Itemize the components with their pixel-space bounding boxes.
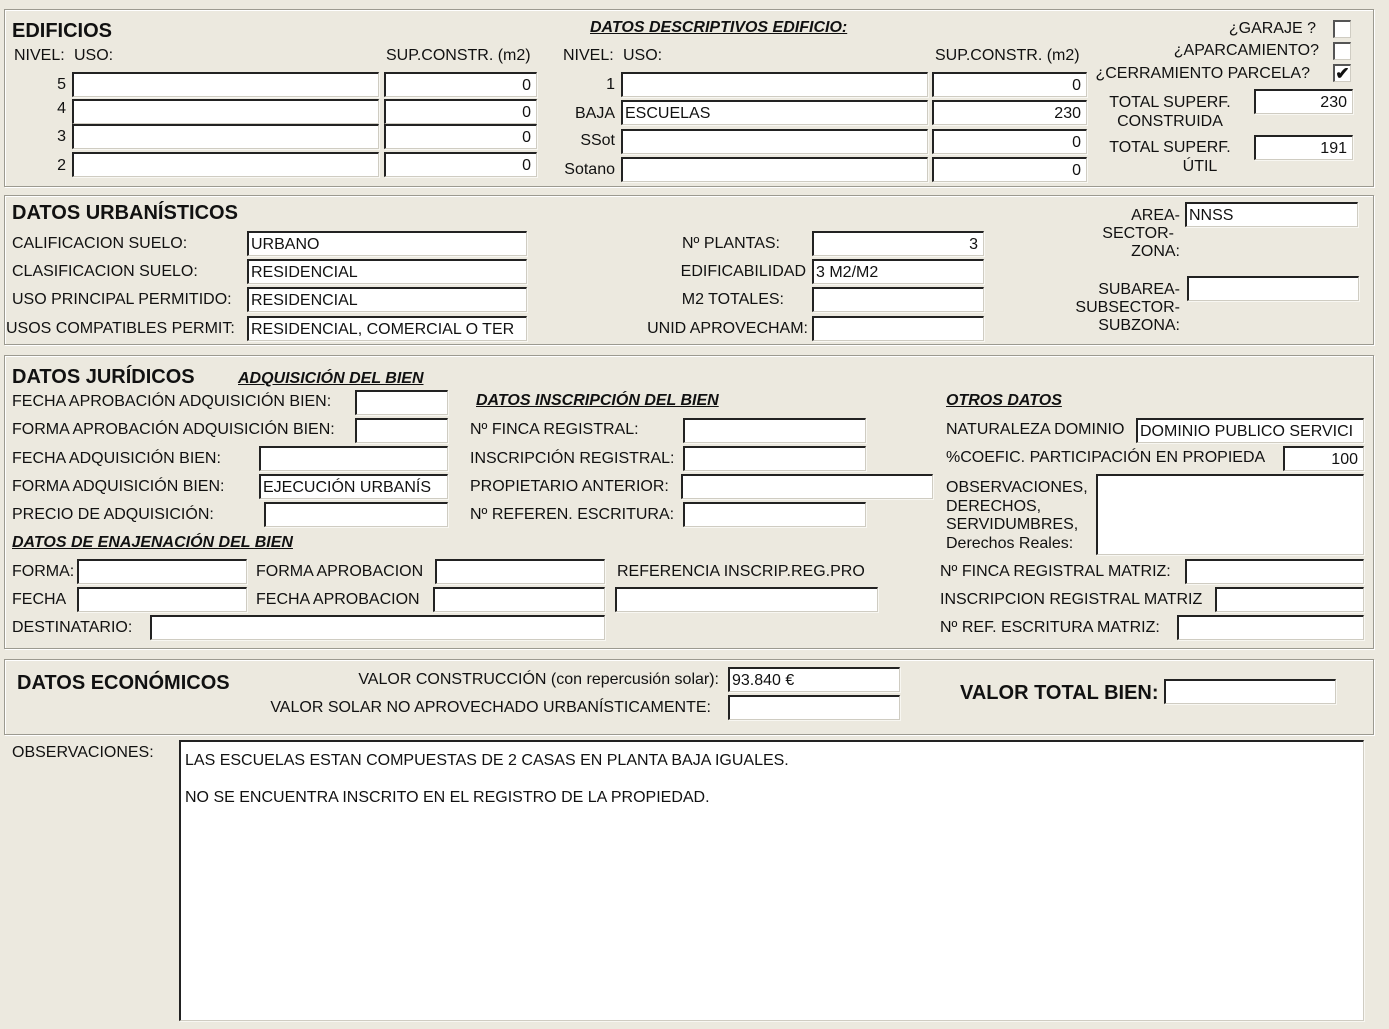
- nivel-label: 1: [606, 76, 615, 93]
- finca-matriz-label: Nº FINCA REGISTRAL MATRIZ:: [940, 563, 1171, 580]
- inscripcion-title: DATOS INSCRIPCIÓN DEL BIEN: [476, 392, 719, 409]
- fecha-aprobacion-label: FECHA APROBACION: [256, 591, 420, 608]
- finca-registral-label: Nº FINCA REGISTRAL:: [470, 421, 639, 438]
- sup-field[interactable]: 0: [384, 72, 537, 97]
- valor-construccion-field[interactable]: 93.840 €: [728, 667, 900, 692]
- fecha-aprobacion-field[interactable]: [433, 587, 605, 612]
- finca-matriz-field[interactable]: [1185, 559, 1364, 584]
- obs-derechos-label: [946, 479, 1088, 553]
- uso-field[interactable]: [72, 152, 379, 177]
- nivel-label: 3: [57, 128, 66, 145]
- valor-solar-field[interactable]: [728, 695, 900, 720]
- uso-field[interactable]: ESCUELAS: [621, 100, 928, 125]
- otros-datos-title: OTROS DATOS: [946, 392, 1062, 409]
- edificios-title: EDIFICIOS: [12, 20, 113, 42]
- forma-adq-field[interactable]: EJECUCIÓN URBANÍS: [259, 474, 448, 499]
- obs-derechos-field[interactable]: [1096, 474, 1364, 555]
- total-construida-label-l1: TOTAL SUPERF.: [1109, 94, 1231, 111]
- subarea-label-l3: SUBZONA:: [1098, 317, 1180, 334]
- enajenacion-title: DATOS DE ENAJENACIÓN DEL BIEN: [12, 534, 293, 551]
- urbanisticos-title: DATOS URBANÍSTICOS: [12, 202, 238, 224]
- precio-adq-field[interactable]: [264, 502, 448, 527]
- obs-derechos-label-l3: SERVIDUMBRES,: [946, 516, 1079, 533]
- obs-derechos-label-l2: DERECHOS,: [946, 497, 1042, 515]
- area-label-l1: AREA-: [1131, 207, 1180, 224]
- obs-derechos-label-l1: OBSERVACIONES,: [946, 479, 1088, 496]
- nivel-label: BAJA: [574, 105, 615, 122]
- forma-adq-label: FORMA ADQUISICIÓN BIEN:: [12, 478, 225, 495]
- total-util-label: [1100, 138, 1240, 176]
- inscripcion-matriz-label: INSCRIPCION REGISTRAL MATRIZ: [940, 591, 1203, 608]
- right-uso-header: USO:: [623, 47, 663, 64]
- total-construida-label-l2: CONSTRUIDA: [1117, 113, 1223, 130]
- left-nivel-header: NIVEL:: [14, 47, 65, 64]
- usos-compatibles-label: USOS COMPATIBLES PERMIT:: [6, 320, 235, 337]
- forma-aprobacion-label: FORMA APROBACION: [256, 563, 424, 580]
- right-nivel-header: NIVEL:: [563, 47, 614, 64]
- observaciones-textarea[interactable]: LAS ESCUELAS ESTAN COMPUESTAS DE 2 CASAS EN PLANTA BAJA IGUALES. NO SE ENCUENTRA INSCRITO EN EL REGISTRO DE LA PROPIEDAD.: [179, 740, 1364, 1021]
- uso-field[interactable]: [621, 129, 928, 154]
- referencia-label: REFERENCIA INSCRIP.REG.PRO: [617, 563, 865, 580]
- usos-compatibles-field[interactable]: RESIDENCIAL, COMERCIAL O TER: [247, 316, 527, 341]
- fecha-label: FECHA: [12, 591, 67, 608]
- precio-adq-label: PRECIO DE ADQUISICIÓN:: [12, 506, 214, 523]
- destinatario-label: DESTINATARIO:: [12, 619, 133, 636]
- fecha-aprob-adq-field[interactable]: [355, 390, 448, 415]
- ref-matriz-label: Nº REF. ESCRITURA MATRIZ:: [940, 619, 1160, 636]
- valor-total-field[interactable]: [1164, 679, 1336, 704]
- ref-matriz-field[interactable]: [1177, 615, 1364, 640]
- garaje-checkbox[interactable]: [1333, 20, 1351, 38]
- m2-totales-field[interactable]: [812, 287, 984, 312]
- left-uso-header: USO:: [74, 47, 114, 64]
- sup-field[interactable]: 0: [384, 99, 537, 124]
- total-util-field[interactable]: 191: [1254, 135, 1353, 160]
- inscripcion-registral-label: INSCRIPCIÓN REGISTRAL:: [470, 450, 675, 467]
- area-label: [1040, 207, 1180, 261]
- forma-aprob-adq-field[interactable]: [355, 418, 448, 443]
- valor-construccion-label: VALOR CONSTRUCCIÓN (con repercusión solar):: [358, 671, 719, 688]
- subarea-label-l1: SUBAREA-: [1098, 281, 1180, 298]
- plantas-label: Nº PLANTAS:: [681, 235, 780, 252]
- total-util-label-l2: ÚTIL: [1182, 158, 1218, 175]
- forma-aprobacion-field[interactable]: [435, 559, 605, 584]
- propietario-anterior-label: PROPIETARIO ANTERIOR:: [470, 478, 669, 495]
- area-label-l3: ZONA:: [1131, 243, 1180, 260]
- nivel-label: 4: [57, 100, 66, 117]
- area-label-l2: SECTOR-: [1102, 225, 1174, 242]
- subarea-field[interactable]: [1187, 276, 1359, 301]
- economicos-title: DATOS ECONÓMICOS: [17, 672, 230, 694]
- calificacion-label: CALIFICACION SUELO:: [12, 235, 188, 252]
- fecha-adq-field[interactable]: [259, 446, 448, 471]
- inscripcion-registral-field[interactable]: [683, 446, 866, 471]
- right-sup-header: SUP.CONSTR. (m2): [935, 47, 1080, 64]
- sup-field[interactable]: 0: [932, 72, 1087, 97]
- sup-field[interactable]: 0: [384, 124, 537, 149]
- fecha-aprob-adq-label: FECHA APROBACIÓN ADQUISICIÓN BIEN:: [12, 393, 332, 410]
- uso-field[interactable]: [72, 124, 379, 149]
- uso-field[interactable]: [72, 72, 379, 97]
- uso-field[interactable]: [621, 157, 928, 182]
- cerramiento-checkbox[interactable]: ✔: [1333, 64, 1351, 82]
- adquisicion-title: ADQUISICIÓN DEL BIEN: [238, 370, 424, 387]
- sup-field[interactable]: 0: [384, 152, 537, 177]
- nivel-label: 2: [57, 157, 66, 174]
- forma-field[interactable]: [77, 559, 247, 584]
- nivel-label: SSot: [580, 132, 615, 149]
- aparcamiento-label: ¿APARCAMIENTO?: [1173, 42, 1319, 59]
- uso-field[interactable]: [72, 99, 379, 124]
- juridicos-title: DATOS JURÍDICOS: [12, 366, 195, 388]
- area-field[interactable]: NNSS: [1185, 202, 1358, 227]
- datos-descriptivos-title: DATOS DESCRIPTIVOS EDIFICIO:: [590, 19, 848, 36]
- unid-aprovecham-field[interactable]: [812, 316, 984, 341]
- destinatario-field[interactable]: [150, 615, 605, 640]
- finca-registral-field[interactable]: [683, 418, 866, 443]
- total-construida-label: [1100, 93, 1240, 131]
- uso-principal-field[interactable]: RESIDENCIAL: [247, 287, 527, 312]
- sup-field[interactable]: 0: [932, 157, 1087, 182]
- sup-field[interactable]: 0: [932, 129, 1087, 154]
- observaciones-label: OBSERVACIONES:: [12, 744, 154, 761]
- forma-label: FORMA:: [12, 563, 75, 580]
- coef-field[interactable]: 100: [1283, 446, 1364, 471]
- forma-aprob-adq-label: FORMA APROBACIÓN ADQUISICIÓN BIEN:: [12, 421, 335, 438]
- edificabilidad-field[interactable]: 3 M2/M2: [812, 259, 984, 284]
- naturaleza-field[interactable]: DOMINIO PUBLICO SERVICI: [1136, 418, 1364, 443]
- total-util-label-l1: TOTAL SUPERF.: [1109, 139, 1231, 156]
- propietario-anterior-field[interactable]: [681, 474, 933, 499]
- valor-solar-label: VALOR SOLAR NO APROVECHADO URBANÍSTICAMENTE:: [270, 699, 711, 716]
- cerramiento-label: ¿CERRAMIENTO PARCELA?: [1095, 65, 1310, 82]
- uso-field[interactable]: [621, 72, 928, 97]
- m2-totales-label: M2 TOTALES:: [681, 291, 784, 308]
- ref-escritura-field[interactable]: [683, 502, 866, 527]
- inscripcion-matriz-field[interactable]: [1215, 587, 1364, 612]
- clasificacion-label: CLASIFICACION SUELO:: [12, 263, 198, 280]
- clasificacion-field[interactable]: RESIDENCIAL: [247, 259, 527, 284]
- plantas-field[interactable]: 3: [812, 231, 984, 256]
- ref-escritura-label: Nº REFEREN. ESCRITURA:: [470, 506, 675, 523]
- garaje-label: ¿GARAJE ?: [1228, 20, 1316, 37]
- calificacion-field[interactable]: URBANO: [247, 231, 527, 256]
- aparcamiento-checkbox[interactable]: [1333, 42, 1351, 60]
- coef-label: %COEFIC. PARTICIPACIÓN EN PROPIEDA: [946, 449, 1266, 466]
- nivel-label: 5: [57, 76, 66, 93]
- subarea-label-l2: SUBSECTOR-: [1075, 299, 1180, 316]
- uso-principal-label: USO PRINCIPAL PERMITIDO:: [12, 291, 232, 308]
- unid-aprovecham-label: UNID APROVECHAM:: [647, 320, 808, 337]
- sup-field[interactable]: 230: [932, 100, 1087, 125]
- edificabilidad-label: EDIFICABILIDAD: [680, 263, 806, 280]
- valor-total-label: VALOR TOTAL BIEN:: [960, 682, 1159, 704]
- naturaleza-label: NATURALEZA DOMINIO: [946, 421, 1125, 438]
- obs-derechos-label-l4: Derechos Reales:: [946, 534, 1074, 552]
- nivel-label: Sotano: [564, 161, 615, 178]
- fecha-adq-label: FECHA ADQUISICIÓN BIEN:: [12, 450, 221, 467]
- total-construida-field[interactable]: 230: [1254, 89, 1353, 114]
- subarea-label: [1040, 281, 1180, 335]
- fecha-field[interactable]: [77, 587, 247, 612]
- referencia-field[interactable]: [615, 587, 878, 612]
- left-sup-header: SUP.CONSTR. (m2): [386, 47, 531, 64]
